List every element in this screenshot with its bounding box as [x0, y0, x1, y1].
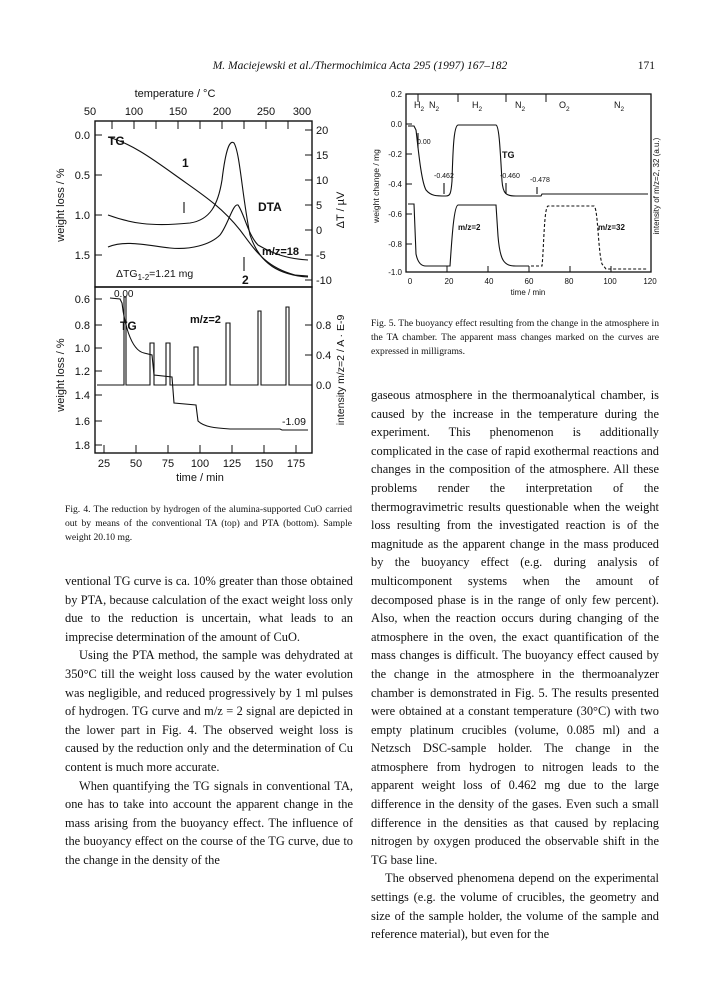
fig4-top-xlabel: temperature / °C	[134, 88, 216, 100]
fig4-top-dta-label: DTA	[258, 200, 282, 214]
svg-text:H2: $H_2$	[414, 100, 425, 113]
fig4-top-xtick: 250	[256, 106, 276, 118]
fig5-ytick: -0.4	[388, 180, 402, 189]
fig4-bottom-ytick: 1.0	[74, 343, 90, 355]
fig5-value-label: 0.00	[417, 139, 431, 146]
fig4-top-ytick-right: 20	[316, 125, 329, 137]
fig5-xtick: 120	[643, 277, 657, 286]
fig4-top-xtick: 200	[212, 106, 232, 118]
fig4-bottom-xtick: 100	[190, 458, 210, 470]
fig4-bottom-ytick: 1.8	[74, 440, 90, 452]
figure-4-caption: Fig. 4. The reduction by hydrogen of the alumina-supported CuO carried out by means of the conventional TA (top) and PTA (bottom). Sample weight 20.10 mg.	[65, 504, 352, 543]
fig4-bottom-xtick: 25	[97, 458, 111, 470]
fig4-bottom-xlabel: time / min	[176, 472, 224, 484]
svg-text:H2: $H_2$	[472, 100, 483, 113]
fig4-bottom-ytick: 0.8	[74, 320, 90, 332]
fig5-mz32-label: m/z=32	[598, 223, 625, 232]
paragraph: Using the PTA method, the sample was dehydrated at 350°C till the weight loss caused by the water evolution was negligible, and reduced progressively by 1 ml pulses of hydrogen. TG curve and m/z = 2 signal are depicted in the lower part in Fig. 4. The observed weight loss is caused by the reduction only and the determination of Cu content is much more accurate.	[65, 648, 353, 774]
figure-4	[50, 85, 350, 495]
fig5-ytick: -0.8	[388, 240, 402, 249]
fig5-ytick: -1.0	[388, 268, 402, 277]
svg-text:O2: $O_2$	[559, 100, 570, 113]
fig5-xlabel: time / min	[510, 288, 546, 297]
fig4-dtg-sub: 1-2	[137, 273, 150, 282]
fig4-top-tg-label: TG	[108, 134, 125, 148]
fig5-ytick: -0.6	[388, 210, 402, 219]
fig4-bottom-xtick: 50	[129, 458, 143, 470]
fig4-top-xtick: 300	[292, 106, 312, 118]
page-header	[0, 60, 720, 78]
figure-4-plot	[50, 85, 350, 495]
fig4-top-ylabel-right: ΔT / µV	[335, 191, 347, 229]
fig4-top-mz18-label: m/z=18	[262, 246, 299, 258]
paragraph: ventional TG curve is ca. 10% greater than those obtained by PTA, because calculation of the exact weight loss only due to the reduction is uncertain, what leads to an imprecise determination of the amount of CuO.	[65, 574, 353, 644]
running-head: M. Maciejewski et al./Thermochimica Acta 295 (1997) 167–182	[212, 60, 508, 72]
fig4-bottom-ylabel-right: intensity m/z=2 / A · E-9	[335, 314, 347, 426]
fig5-frame	[406, 94, 651, 272]
fig5-gas-label: O	[559, 100, 567, 110]
fig4-bottom-mz2-label: m/z=2	[190, 314, 221, 326]
fig5-mz2-curve	[408, 204, 526, 266]
svg-text:ΔTG1-2=1.21 mg	[116, 268, 193, 282]
fig5-xtick: 40	[484, 277, 494, 286]
fig4-bottom-xtick: 175	[286, 458, 306, 470]
page-number: 171	[637, 60, 655, 72]
fig5-mz2-label: m/z=2	[458, 223, 481, 232]
fig4-top-ytick-right: 15	[316, 150, 329, 162]
fig5-tg-label: TG	[502, 150, 515, 160]
fig5-gas-label: N	[515, 100, 522, 110]
fig5-value-label: -0.462	[434, 173, 454, 180]
fig4-top-ytick-right: 10	[316, 175, 329, 187]
fig5-ylabel-right: intensity of m/z=2, 32 (a.u.)	[652, 137, 661, 235]
paragraph: When quantifying the TG signals in conventional TA, one has to take into account the apparent change in the mass arising from the buoyancy effect. The influence of the buoyancy effect on the course of the TG curve, due to the change in the density of the	[65, 778, 353, 867]
fig4-bottom-frame	[95, 287, 312, 453]
fig5-ytick: 0.0	[390, 120, 402, 129]
fig4-dtg-main: ΔTG	[116, 268, 138, 280]
fig4-top-ytick: 0.0	[74, 130, 90, 142]
fig4-top-ytick-right: -10	[316, 275, 332, 287]
fig4-top-marker-1: 1	[182, 156, 189, 170]
fig4-bottom-end-label: -1.09	[282, 416, 306, 428]
body-left-column	[65, 572, 353, 870]
fig4-bottom-xtick: 75	[161, 458, 175, 470]
figure-5-caption: Fig. 5. The buoyancy effect resulting from the change in the atmosphere in the TA chamber. The apparent mass changes marked on the curves are expressed in milligrams.	[371, 318, 659, 357]
figure-5-plot	[366, 86, 660, 311]
fig4-top-ytick: 0.5	[74, 170, 90, 182]
fig4-bottom-start-label: 0.00	[114, 289, 134, 300]
fig4-bottom-ytick-right: 0.0	[316, 380, 332, 392]
fig5-gas-label: H	[472, 100, 479, 110]
fig5-gas-label: N	[429, 100, 436, 110]
body-right-column	[371, 386, 659, 944]
fig5-xtick: 60	[524, 277, 534, 286]
fig4-top-xtick: 50	[83, 106, 97, 118]
fig4-bottom-xtick: 150	[254, 458, 274, 470]
svg-text:N2: $N_2$	[429, 100, 440, 113]
fig5-gas-label: N	[614, 100, 621, 110]
svg-text:N2: $N_2$	[614, 100, 625, 113]
paragraph: gaseous atmosphere in the thermoanalytical chamber, is caused by the increase in the temperature during the experiment. This phenomenon is additionally complicated in the case of rapid exothermal reactions and changes in the composition of the atmosphere. All these problems render the interpretation of the thermogravimetric results questionable when the weight loss resulting from the investigated reaction is of the magnitude as the apparent change in the mass produced by the buoyancy effect (e.g. during analysis of multicomponent systems when the amount of decomposed phase is in the range of only few percent). Also, when the reaction occurs during changing of the atmosphere in the oven, the exact quantification of the mass changes is difficult. The buoyancy effect caused by the change in the atmosphere in the thermoanalyzer chamber is demonstrated in Fig. 5. The results presented were obtained at a constant temperature (30°C) with two empty platinum crucibles (volume, 0.085 ml) and a Netzsch DSC-sample holder. The change in the atmosphere from hydrogen to nitrogen leads to the apparent weight loss of 0.462 mg due to the large difference in the density of the gases. Even such a small difference in the densities as that caused by replacing nitrogen by oxygen produced the observable shift in the TG base line.	[371, 388, 659, 867]
fig4-mz2-pulses	[97, 297, 308, 385]
fig4-top-xtick: 100	[124, 106, 144, 118]
fig5-xtick: 80	[564, 277, 574, 286]
fig4-bottom-ytick: 1.6	[74, 416, 90, 428]
fig4-bottom-ytick-right: 0.8	[316, 320, 332, 332]
fig4-top-ytick-right: 5	[316, 200, 323, 212]
fig5-xtick: 0	[407, 277, 413, 286]
figure-5	[366, 86, 660, 311]
fig4-bottom-ylabel: weight loss / %	[55, 338, 67, 412]
fig5-ylabel: weight change / mg	[371, 149, 381, 223]
fig4-top-marker-2: 2	[242, 273, 249, 287]
fig4-top-ylabel: weight loss / %	[55, 168, 67, 242]
fig4-bottom-ytick: 1.4	[74, 390, 90, 402]
fig4-top-ytick-right: 0	[316, 225, 323, 237]
svg-text:N2: $N_2$	[515, 100, 526, 113]
fig5-ytick: -0.2	[388, 150, 402, 159]
fig4-top-ytick: 1.5	[74, 250, 90, 262]
fig4-bottom-xtick: 125	[222, 458, 242, 470]
fig4-top-ytick-right: -5	[316, 250, 326, 262]
fig5-ytick: 0.2	[390, 90, 402, 99]
fig5-value-label: -0.460	[500, 173, 520, 180]
fig4-bottom-ytick: 1.2	[74, 366, 90, 378]
fig5-xtick: 20	[444, 277, 454, 286]
fig5-mz32-curve	[526, 206, 648, 269]
fig4-dtg-value: =1.21 mg	[149, 268, 194, 280]
paragraph: The observed phenomena depend on the experimental settings (e.g. the volume of crucibles, the geometry and size of the sample holder, the volume of the sample and reference material), but even for the	[371, 871, 659, 942]
fig4-bottom-ytick: 0.6	[74, 294, 90, 306]
fig4-bottom-tg-label: TG	[120, 319, 137, 333]
fig5-xtick: 100	[603, 277, 617, 286]
fig5-value-label: -0.478	[530, 177, 550, 184]
fig4-top-xtick: 150	[168, 106, 188, 118]
fig4-top-ytick: 1.0	[74, 210, 90, 222]
fig4-bottom-ytick-right: 0.4	[316, 350, 332, 362]
fig5-gas-label: H	[414, 100, 421, 110]
